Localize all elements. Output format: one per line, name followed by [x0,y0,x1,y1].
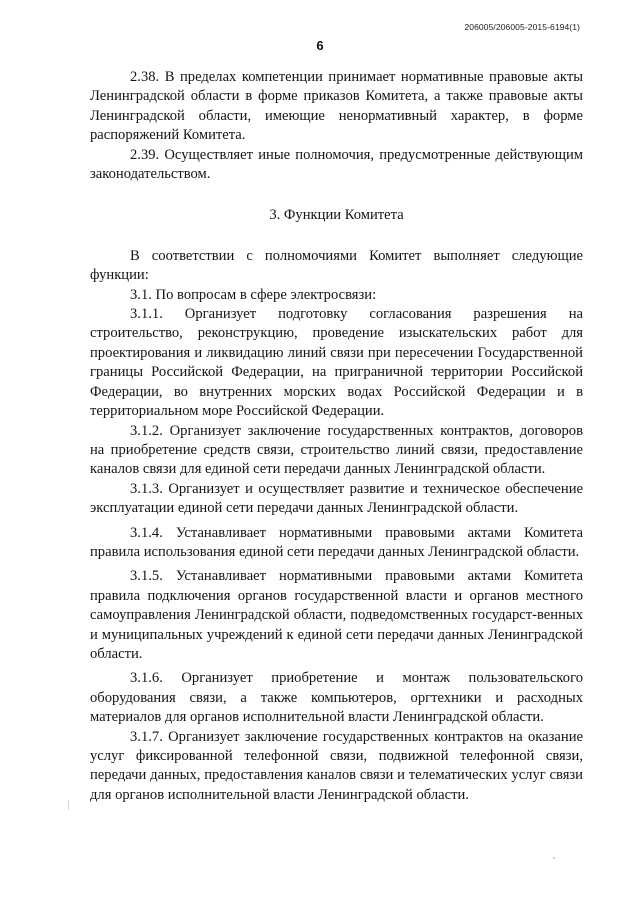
scan-speck [68,800,69,810]
document-code: 206005/206005-2015-6194(1) [464,22,580,32]
page-number: 6 [316,38,324,53]
paragraph-2-39: 2.39. Осуществляет иные полномочия, предусмотренные действующим законодательством. [90,146,583,183]
section-intro: В соответствии с полномочиями Комитет выполняет следующие функции: [90,247,583,284]
item-3-1-6: 3.1.6. Организует приобретение и монтаж пользовательского оборудования связи, а также компьютеров, оргтехники и расходных материалов для органов исполнительной власти Ленинградской области. [90,670,583,726]
document-body [90,68,583,805]
item-3-1-5: 3.1.5. Устанавливает нормативными правовыми актами Комитета правила подключения органов государственной власти и органов местного самоуправления Ленинградской области, подведомственных государст-венных и муниципальных учреждений к единой сети передачи данных Ленинградской области. [90,568,583,662]
item-3-1-2: 3.1.2. Организует заключение государственных контрактов, договоров на приобретение средств связи, строительство линий связи, предоставление каналов связи для единой сети передачи данных Ленинградской области. [90,422,583,478]
item-3-1-3: 3.1.3. Организует и осуществляет развитие и техническое обеспечение эксплуатации единой сети передачи данных Ленинградской области. [90,480,583,517]
item-3-1-7: 3.1.7. Организует заключение государственных контрактов на оказание услуг фиксированной телефонной связи, подвижной телефонной связи, передачи данных, предоставления каналов связи и телематических услуг связи для органов исполнительной власти Ленинградской области. [90,728,583,803]
paragraph-2-38: 2.38. В пределах компетенции принимает нормативные правовые акты Ленинградской области в форме приказов Комитета, а также правовые акты Ленинградской области, имеющие ненормативный характер, в форме распоряжений Комитета. [90,69,583,144]
section-subheading: 3.1. По вопросам в сфере электросвязи: [130,286,377,303]
scan-speck [553,857,555,859]
section-title: 3. Функции Комитета [269,207,404,224]
item-3-1-4: 3.1.4. Устанавливает нормативными правовыми актами Комитета правила использования единой сети передачи данных Ленинградской области. [90,524,583,560]
item-3-1-1: 3.1.1. Организует подготовку согласования разрешения на строительство, реконструкцию, проведение изыскательских работ для проектирования и ликвидацию линий связи при пересечении Государственной границы Российской Федерации, на приграничной территории Российской Федерации, во внутренних морских водах Российской Федерации и в территориальном море Российской Федерации. [90,306,583,420]
